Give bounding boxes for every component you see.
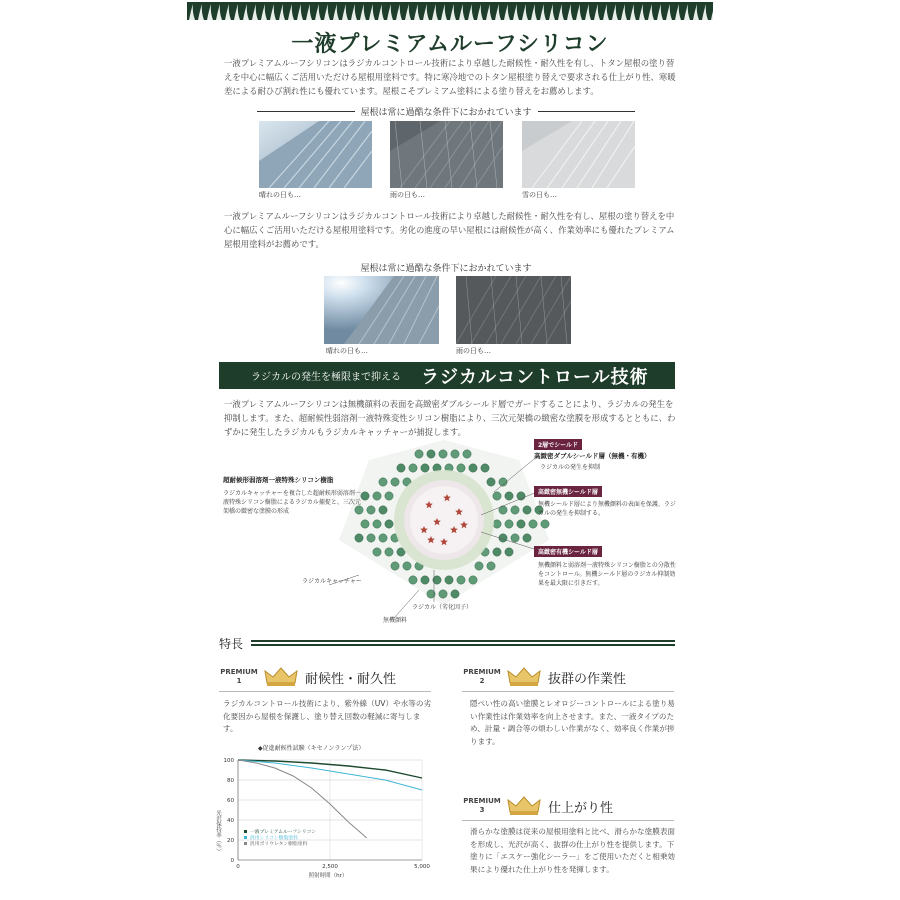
resin-sphere bbox=[511, 534, 519, 542]
resin-sphere bbox=[391, 562, 399, 570]
resin-sphere bbox=[373, 548, 381, 556]
resin-sphere bbox=[385, 520, 393, 528]
resin-sphere bbox=[373, 520, 381, 528]
resin-sphere bbox=[475, 562, 483, 570]
legend-swatch bbox=[244, 842, 247, 845]
resin-sphere bbox=[493, 548, 501, 556]
inorganic-shield-description: 無機シールド層により無機顔料の表面を保護、ラジカルの発生を抑制する。 bbox=[538, 501, 676, 517]
y-tick-label: 0 bbox=[230, 858, 234, 864]
legend-swatch bbox=[244, 836, 247, 839]
sunny-roof-photo bbox=[259, 121, 372, 188]
shield-description: ラジカルの発生を抑制 bbox=[540, 464, 601, 471]
pigment-label: 無機顔料 bbox=[383, 617, 408, 624]
crown-icon bbox=[506, 666, 542, 688]
photo-caption: 雪の日も… bbox=[522, 191, 557, 199]
resin-sphere bbox=[505, 520, 513, 528]
premium-badge bbox=[462, 668, 502, 686]
page-title: 一液プレミアムルーフシリコン bbox=[291, 32, 609, 57]
resin-sphere bbox=[529, 520, 537, 528]
resin-sphere bbox=[385, 492, 393, 500]
photo-caption: 雨の日も… bbox=[390, 191, 425, 199]
resin-sphere bbox=[511, 506, 519, 514]
premium-number: 3 bbox=[479, 806, 485, 814]
resin-sphere bbox=[421, 464, 429, 472]
features-rule bbox=[251, 638, 675, 648]
resin-sphere bbox=[493, 520, 501, 528]
chart-title: ◆促進耐候性試験（キセノンランプ法） bbox=[258, 745, 365, 752]
crown-icon bbox=[506, 795, 542, 817]
rainy-roof-photo bbox=[390, 121, 503, 188]
feature-3-text: 滑らかな塗膜は従来の屋根用塗料と比べ、滑らかな塗膜表面を形成し、光沢が高く、抜群の仕上がり性を提供します。下塗りに「エスケー強化シーラー」をご使用いただくと相乗効果により優れた仕上がり性を発揮します。 bbox=[470, 827, 676, 874]
crown-icon bbox=[263, 666, 299, 688]
resin-title: 超耐候形弱溶剤一液特殊シリコン樹脂 bbox=[223, 476, 334, 484]
resin-sphere bbox=[439, 590, 447, 598]
resin-sphere bbox=[379, 534, 387, 542]
grass-pattern bbox=[187, 2, 713, 20]
photo-caption: 晴れの日も… bbox=[259, 191, 301, 199]
resin-description: ラジカルキャッチャーを複合した超耐候形弱溶剤一液特殊シリコン樹脂によるラジカル捕捉と、三次元架橋の緻密な塗膜の形成 bbox=[223, 490, 361, 515]
resin-sphere bbox=[367, 506, 375, 514]
resin-sphere bbox=[355, 534, 363, 542]
resin-sphere bbox=[445, 576, 453, 584]
resin-sphere bbox=[505, 492, 513, 500]
radical-control-banner bbox=[219, 362, 675, 389]
resin-sphere bbox=[409, 464, 417, 472]
conditions-heading-text: 屋根は常に過酷な条件下におかれています bbox=[360, 263, 532, 274]
conditions-heading-2 bbox=[257, 260, 635, 274]
chart-xlabel: 照射時間（hr） bbox=[308, 873, 348, 879]
feature-2-text: 隠ぺい性の高い塗膜とレオロジーコントロールによる塗り易い作業性は作業効率を向上させます。また、一液タイプのため、計量・調合等の煩わしい作業がなく、効率良く作業が捗ります。 bbox=[470, 699, 675, 746]
y-tick-label: 80 bbox=[227, 778, 234, 784]
premium-badge bbox=[462, 797, 502, 815]
legend-label: 一液プレミアムルーフシリコン bbox=[250, 830, 317, 835]
resin-sphere bbox=[481, 464, 489, 472]
divider bbox=[462, 820, 674, 821]
resin-sphere bbox=[379, 478, 387, 486]
organic-shield-description: 無機顔料と弱溶剤一液特殊シリコン樹脂との分散性をコントロール。無機シールド層のラジカル抑制効果を最大限に引きだす。 bbox=[538, 562, 676, 587]
series-line bbox=[238, 760, 367, 838]
radical-catcher-label: ラジカルキャッチャー bbox=[302, 578, 362, 585]
resin-sphere bbox=[451, 590, 459, 598]
premium-title: 耐候性・耐久性 bbox=[305, 672, 397, 687]
snowy-roof-photo bbox=[522, 121, 635, 188]
x-tick-label: 2,500 bbox=[322, 864, 338, 870]
resin-sphere bbox=[493, 492, 501, 500]
x-tick-label: 5,000 bbox=[414, 864, 430, 870]
organic-shield-tag: 高緻密有機シールド層 bbox=[534, 546, 602, 557]
radical-paragraph: 一液プレミアムルーフシリコンは無機顔料の表面を高緻密ダブルシールド層でガードすることにより、ラジカルの発生を抑制します。また、超耐候性弱溶剤一液特殊変性シリコン樹脂により、三次元架橋の緻密な塗膜を形成するとともに、わずかに発生したラジカルもラジカルキャッチャーが捕捉します。 bbox=[224, 399, 676, 437]
resin-sphere bbox=[373, 492, 381, 500]
photo-caption: 雨の日も… bbox=[456, 347, 491, 355]
banner-title: ラジカルコントロール技術 bbox=[421, 366, 649, 388]
intro-paragraph: 一液プレミアムルーフシリコンはラジカルコントロール技術により卓越した耐候性・耐久性を有し、トタン屋根の塗り替えを中心に幅広くご活用いただける屋根用塗料です。特に寒冷地でのトタン屋根塗り替えで要求される仕上がり性、寒暖差による耐ひび割れ性にも優れています。屋根こそプレミアム塗料による塗り替えをお薦めします。 bbox=[224, 58, 676, 96]
premium-title: 仕上がり性 bbox=[548, 801, 614, 816]
resin-sphere bbox=[403, 562, 411, 570]
resin-sphere bbox=[385, 548, 393, 556]
resin-sphere bbox=[379, 506, 387, 514]
resin-sphere bbox=[487, 562, 495, 570]
divider bbox=[219, 691, 431, 692]
resin-sphere bbox=[487, 478, 495, 486]
shield-tag: 2層でシールド bbox=[534, 439, 582, 450]
divider bbox=[538, 111, 636, 112]
y-tick-label: 100 bbox=[223, 758, 234, 764]
legend-label: 汎用シリコン樹脂塗料 bbox=[250, 836, 298, 841]
resin-sphere bbox=[427, 450, 435, 458]
resin-sphere bbox=[457, 464, 465, 472]
resin-sphere bbox=[367, 534, 375, 542]
resin-sphere bbox=[463, 450, 471, 458]
sunny-roof-photo-2 bbox=[324, 276, 439, 344]
resin-sphere bbox=[517, 520, 525, 528]
divider bbox=[538, 267, 636, 268]
resin-sphere bbox=[421, 576, 429, 584]
features-title: 特長 bbox=[219, 636, 244, 651]
premium-number: 2 bbox=[479, 677, 485, 685]
premium-label: PREMIUM bbox=[463, 668, 501, 676]
intro-paragraph-2: 一液プレミアムルーフシリコンはラジカルコントロール技術により卓越した耐候性・耐久性を有し、屋根の塗り替えを中心に幅広くご活用いただける屋根用塗料です。劣化の進度の早い屋根には耐候性が高く、作業効率にも優れたプレミアム屋根用塗料がお薦めです。 bbox=[224, 211, 675, 249]
y-tick-label: 20 bbox=[227, 838, 234, 844]
premium-number: 1 bbox=[236, 677, 242, 685]
resin-sphere bbox=[523, 534, 531, 542]
features-heading bbox=[219, 636, 675, 650]
feature-1-text: ラジカルコントロール技術により、紫外線（UV）や水等の劣化要因から屋根を保護し、塗り替え回数の軽減に寄与します。 bbox=[223, 699, 432, 733]
legend-swatch bbox=[244, 830, 247, 833]
banner-subtitle: ラジカルの発生を極限まで抑える bbox=[251, 372, 401, 383]
resin-sphere bbox=[439, 450, 447, 458]
legend-label: 汎用ポリウレタン樹脂塗料 bbox=[250, 842, 308, 847]
divider bbox=[462, 691, 674, 692]
resin-sphere bbox=[469, 576, 477, 584]
resin-sphere bbox=[451, 450, 459, 458]
resin-sphere bbox=[457, 576, 465, 584]
radical-label: ラジカル（劣化因子） bbox=[412, 604, 473, 611]
rainy-roof-photo-2 bbox=[456, 276, 571, 344]
shield-title: 高緻密ダブルシールド層（無機・有機） bbox=[534, 452, 651, 460]
resin-sphere bbox=[469, 464, 477, 472]
decorative-top-band bbox=[187, 2, 713, 20]
divider bbox=[257, 267, 355, 268]
resin-sphere bbox=[523, 506, 531, 514]
conditions-heading-1 bbox=[257, 104, 635, 118]
resin-sphere bbox=[361, 520, 369, 528]
premium-title: 抜群の作業性 bbox=[548, 672, 627, 687]
resin-sphere bbox=[391, 478, 399, 486]
photo-caption: 晴れの日も… bbox=[326, 347, 368, 355]
resin-sphere bbox=[517, 492, 525, 500]
x-tick-label: 0 bbox=[236, 864, 240, 870]
y-tick-label: 60 bbox=[227, 798, 234, 804]
resin-sphere bbox=[409, 576, 417, 584]
resin-sphere bbox=[541, 520, 549, 528]
premium-badge bbox=[219, 668, 259, 686]
premium-label: PREMIUM bbox=[220, 668, 258, 676]
y-tick-label: 40 bbox=[227, 818, 234, 824]
premium-label: PREMIUM bbox=[463, 797, 501, 805]
resin-sphere bbox=[415, 450, 423, 458]
conditions-heading-text: 屋根は常に過酷な条件下におかれています bbox=[360, 107, 532, 118]
weathering-chart bbox=[208, 740, 440, 880]
chart-ylabel: 光沢保持率（％） bbox=[215, 810, 221, 854]
divider bbox=[257, 111, 355, 112]
inorganic-shield-tag: 高緻密無機シールド層 bbox=[534, 486, 602, 497]
resin-sphere bbox=[505, 548, 513, 556]
resin-sphere bbox=[397, 464, 405, 472]
